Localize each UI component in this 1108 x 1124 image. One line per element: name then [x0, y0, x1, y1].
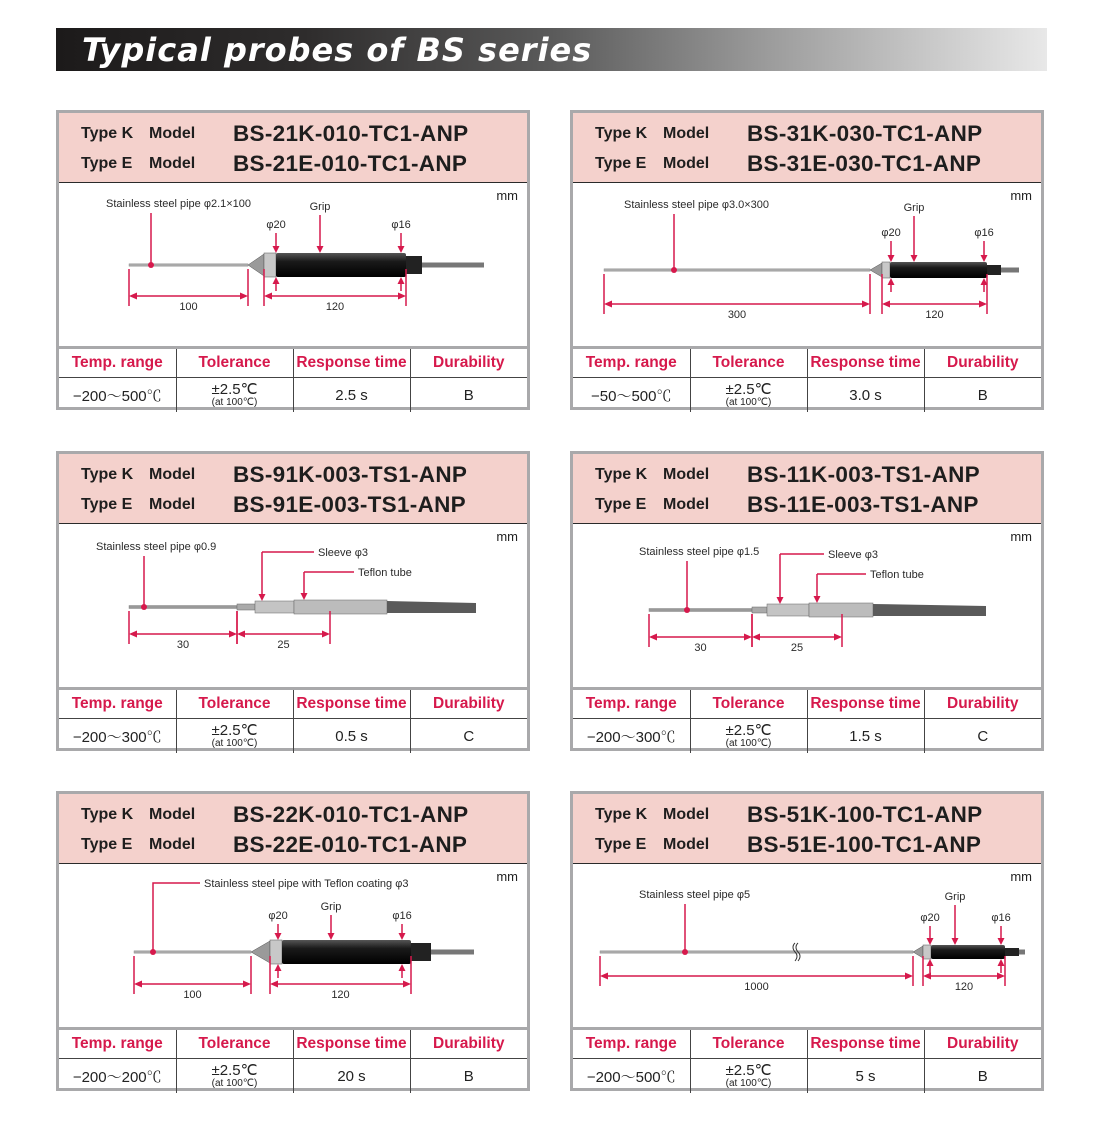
- model-code-k: BS-91K-003-TS1-ANP: [233, 462, 468, 487]
- model-row-type-e: [595, 149, 1041, 179]
- header-tolerance: Tolerance: [690, 1029, 807, 1059]
- spec-row: [59, 378, 527, 413]
- spec-table: [573, 1027, 1041, 1093]
- svg-text:Stainless steel pipe φ0.9: Stainless steel pipe φ0.9: [96, 541, 217, 553]
- card-header: [59, 113, 527, 183]
- model-label: Model: [149, 806, 196, 823]
- probe-drawing: [573, 524, 1041, 687]
- model-row-type-k: [81, 460, 527, 490]
- model-label: Model: [663, 125, 710, 142]
- model-row-type-e: [595, 830, 1041, 860]
- header-durability: Durability: [410, 689, 527, 719]
- type-e-label: Type E: [595, 155, 647, 172]
- model-label: Model: [149, 496, 196, 513]
- spec-table: [59, 1027, 527, 1093]
- svg-text:Teflon tube: Teflon tube: [358, 567, 412, 579]
- header-tolerance: Tolerance: [176, 1029, 293, 1059]
- model-row-type-k: [595, 460, 1041, 490]
- model-label: Model: [149, 125, 196, 142]
- svg-text:Stainless steel pipe φ3.0×300: Stainless steel pipe φ3.0×300: [624, 199, 770, 211]
- card-header: [573, 794, 1041, 864]
- spec-header-row: [59, 1029, 527, 1059]
- probe-drawing: [573, 864, 1041, 1027]
- svg-text:120: 120: [331, 989, 350, 1001]
- tolerance-note: (at 100℃): [725, 396, 772, 408]
- type-k-label: Type K: [595, 125, 648, 142]
- response-time-value: 1.5 s: [807, 719, 924, 754]
- unit-label: mm: [1010, 188, 1032, 203]
- probe-diagram: [573, 864, 1041, 1027]
- svg-text:Teflon tube: Teflon tube: [870, 569, 924, 581]
- probe-card-1: [56, 110, 530, 410]
- probe-drawing: [59, 864, 527, 1027]
- probe-diagram: [59, 864, 527, 1027]
- tolerance-value: [690, 1059, 807, 1094]
- unit-label: mm: [1010, 869, 1032, 884]
- header-temp-range: Temp. range: [573, 1029, 690, 1059]
- response-time-value: 5 s: [807, 1059, 924, 1094]
- tolerance-main: ±2.5℃: [725, 721, 772, 739]
- tolerance-note: (at 100℃): [725, 1077, 772, 1089]
- model-code-k: BS-22K-010-TC1-ANP: [233, 802, 469, 827]
- spec-header-row: [59, 689, 527, 719]
- model-row-type-k: [81, 119, 527, 149]
- durability-value: B: [463, 386, 474, 404]
- type-k-label: Type K: [595, 466, 648, 483]
- temp-range-value: −200〜200℃: [59, 1059, 176, 1094]
- tolerance-main: ±2.5℃: [211, 1061, 258, 1079]
- temp-range-value: −200〜500℃: [59, 378, 176, 413]
- header-durability: Durability: [410, 1029, 527, 1059]
- svg-text:φ20: φ20: [266, 219, 286, 231]
- spec-header-row: [59, 348, 527, 378]
- model-label: Model: [149, 836, 196, 853]
- spec-row: [573, 378, 1041, 413]
- header-response-time: Response time: [293, 1029, 410, 1059]
- tolerance-note: (at 100℃): [211, 737, 258, 749]
- model-code-e: BS-11E-003-TS1-ANP: [747, 492, 979, 517]
- model-code-e: BS-51E-100-TC1-ANP: [747, 832, 982, 857]
- probe-diagram: [573, 183, 1041, 346]
- model-row-type-e: [595, 490, 1041, 520]
- svg-text:300: 300: [727, 309, 747, 321]
- svg-text:30: 30: [176, 639, 190, 651]
- model-row-type-k: [595, 119, 1041, 149]
- model-label: Model: [663, 155, 710, 172]
- unit-label: mm: [1010, 529, 1032, 544]
- header-durability: Durability: [410, 348, 527, 378]
- model-label: Model: [149, 466, 196, 483]
- svg-text:120: 120: [954, 981, 974, 993]
- type-e-label: Type E: [81, 496, 133, 513]
- spec-table: [573, 346, 1041, 412]
- header-durability: Durability: [924, 348, 1041, 378]
- type-e-label: Type E: [595, 496, 647, 513]
- probe-diagram: [573, 524, 1041, 687]
- svg-text:25: 25: [277, 639, 290, 651]
- header-durability: Durability: [924, 1029, 1041, 1059]
- svg-text:Grip: Grip: [903, 202, 925, 214]
- svg-text:Stainless steel pipe φ1.5: Stainless steel pipe φ1.5: [639, 546, 760, 558]
- type-k-label: Type K: [81, 806, 134, 823]
- svg-text:100: 100: [179, 301, 198, 313]
- svg-text:Stainless steel pipe φ5: Stainless steel pipe φ5: [639, 889, 751, 901]
- spec-row: [573, 719, 1041, 754]
- header-response-time: Response time: [293, 689, 410, 719]
- header-tolerance: Tolerance: [690, 348, 807, 378]
- header-temp-range: Temp. range: [59, 1029, 176, 1059]
- page-title: Typical probes of BS series: [82, 31, 593, 69]
- tolerance-value: [176, 1059, 293, 1094]
- header-temp-range: Temp. range: [573, 689, 690, 719]
- card-header: [59, 454, 527, 524]
- spec-header-row: [573, 348, 1041, 378]
- response-time-value: 20 s: [293, 1059, 410, 1094]
- svg-text:Grip: Grip: [320, 901, 342, 913]
- type-k-label: Type K: [595, 806, 648, 823]
- probe-drawing: [59, 183, 527, 346]
- response-time-value: 0.5 s: [293, 719, 410, 754]
- spec-row: [59, 1059, 527, 1094]
- unit-label: mm: [496, 869, 518, 884]
- model-code-e: BS-22E-010-TC1-ANP: [233, 832, 468, 857]
- unit-label: mm: [496, 529, 518, 544]
- probe-drawing: [573, 183, 1041, 346]
- tolerance-main: ±2.5℃: [211, 380, 258, 398]
- header-temp-range: Temp. range: [59, 689, 176, 719]
- svg-text:Stainless steel pipe with Tefl: Stainless steel pipe with Teflon coating φ3: [204, 878, 409, 890]
- svg-text:Sleeve φ3: Sleeve φ3: [828, 549, 878, 561]
- svg-text:120: 120: [325, 301, 345, 313]
- spec-header-row: [573, 689, 1041, 719]
- card-header: [573, 454, 1041, 524]
- durability-value: C: [977, 727, 989, 745]
- svg-text:120: 120: [925, 309, 944, 321]
- model-code-e: BS-91E-003-TS1-ANP: [233, 492, 466, 517]
- model-label: Model: [663, 496, 710, 513]
- tolerance-value: [176, 378, 293, 413]
- model-label: Model: [663, 466, 710, 483]
- section-banner: [56, 28, 1047, 71]
- probe-card-5: [56, 791, 530, 1091]
- svg-text:Grip: Grip: [309, 201, 331, 213]
- probe-card-2: [570, 110, 1044, 410]
- model-code-k: BS-21K-010-TC1-ANP: [233, 121, 469, 146]
- svg-text:φ20: φ20: [268, 910, 288, 922]
- tolerance-main: ±2.5℃: [725, 1061, 772, 1079]
- probe-card-3: [56, 451, 530, 751]
- header-response-time: Response time: [807, 348, 924, 378]
- model-row-type-k: [81, 800, 527, 830]
- probe-card-4: [570, 451, 1044, 751]
- model-label: Model: [663, 836, 710, 853]
- durability-value: B: [977, 386, 988, 404]
- spec-table: [59, 346, 527, 412]
- header-temp-range: Temp. range: [59, 348, 176, 378]
- spec-row: [573, 1059, 1041, 1094]
- header-tolerance: Tolerance: [690, 689, 807, 719]
- tolerance-note: (at 100℃): [211, 396, 258, 408]
- probe-diagram: [59, 183, 527, 346]
- svg-text:φ16: φ16: [974, 227, 994, 239]
- spec-table: [573, 687, 1041, 753]
- svg-text:1000: 1000: [744, 981, 769, 993]
- spec-table: [59, 687, 527, 753]
- tolerance-note: (at 100℃): [211, 1077, 258, 1089]
- model-code-k: BS-31K-030-TC1-ANP: [747, 121, 983, 146]
- header-durability: Durability: [924, 689, 1041, 719]
- svg-text:Stainless steel pipe φ2.1×100: Stainless steel pipe φ2.1×100: [106, 198, 252, 210]
- probe-diagram: [59, 524, 527, 687]
- tolerance-main: ±2.5℃: [211, 721, 258, 739]
- header-tolerance: Tolerance: [176, 689, 293, 719]
- spec-header-row: [573, 1029, 1041, 1059]
- durability-value: C: [463, 727, 475, 745]
- type-e-label: Type E: [595, 836, 647, 853]
- model-label: Model: [149, 155, 196, 172]
- svg-text:100: 100: [183, 989, 202, 1001]
- model-row-type-e: [81, 149, 527, 179]
- probe-drawing: [59, 524, 527, 687]
- temp-range-value: −200〜500℃: [573, 1059, 690, 1094]
- header-temp-range: Temp. range: [573, 348, 690, 378]
- svg-text:25: 25: [790, 642, 804, 654]
- tolerance-value: [176, 719, 293, 754]
- model-code-e: BS-31E-030-TC1-ANP: [747, 151, 982, 176]
- type-e-label: Type E: [81, 836, 133, 853]
- model-row-type-e: [81, 830, 527, 860]
- model-label: Model: [663, 806, 710, 823]
- tolerance-value: [690, 719, 807, 754]
- temp-range-value: −200〜300℃: [59, 719, 176, 754]
- model-code-e: BS-21E-010-TC1-ANP: [233, 151, 468, 176]
- header-response-time: Response time: [807, 689, 924, 719]
- durability-value: B: [977, 1067, 988, 1085]
- header-response-time: Response time: [807, 1029, 924, 1059]
- svg-text:φ16: φ16: [991, 912, 1011, 924]
- type-k-label: Type K: [81, 125, 134, 142]
- spec-row: [59, 719, 527, 754]
- card-header: [59, 794, 527, 864]
- svg-text:30: 30: [694, 642, 707, 654]
- tolerance-main: ±2.5℃: [725, 380, 772, 398]
- tolerance-note: (at 100℃): [725, 737, 772, 749]
- model-code-k: BS-11K-003-TS1-ANP: [747, 462, 980, 487]
- response-time-value: 2.5 s: [293, 378, 410, 413]
- response-time-value: 3.0 s: [807, 378, 924, 413]
- svg-text:Grip: Grip: [944, 891, 966, 903]
- type-e-label: Type E: [81, 155, 133, 172]
- type-k-label: Type K: [81, 466, 134, 483]
- model-row-type-e: [81, 490, 527, 520]
- unit-label: mm: [496, 188, 518, 203]
- probe-card-6: [570, 791, 1044, 1091]
- svg-text:φ20: φ20: [920, 912, 940, 924]
- card-header: [573, 113, 1041, 183]
- svg-text:φ16: φ16: [392, 910, 412, 922]
- model-code-k: BS-51K-100-TC1-ANP: [747, 802, 983, 827]
- header-response-time: Response time: [293, 348, 410, 378]
- tolerance-value: [690, 378, 807, 413]
- model-row-type-k: [595, 800, 1041, 830]
- svg-text:φ16: φ16: [391, 219, 411, 231]
- header-tolerance: Tolerance: [176, 348, 293, 378]
- temp-range-value: −50〜500℃: [573, 378, 690, 413]
- durability-value: B: [463, 1067, 474, 1085]
- svg-text:Sleeve φ3: Sleeve φ3: [318, 547, 368, 559]
- temp-range-value: −200〜300℃: [573, 719, 690, 754]
- svg-text:φ20: φ20: [881, 227, 901, 239]
